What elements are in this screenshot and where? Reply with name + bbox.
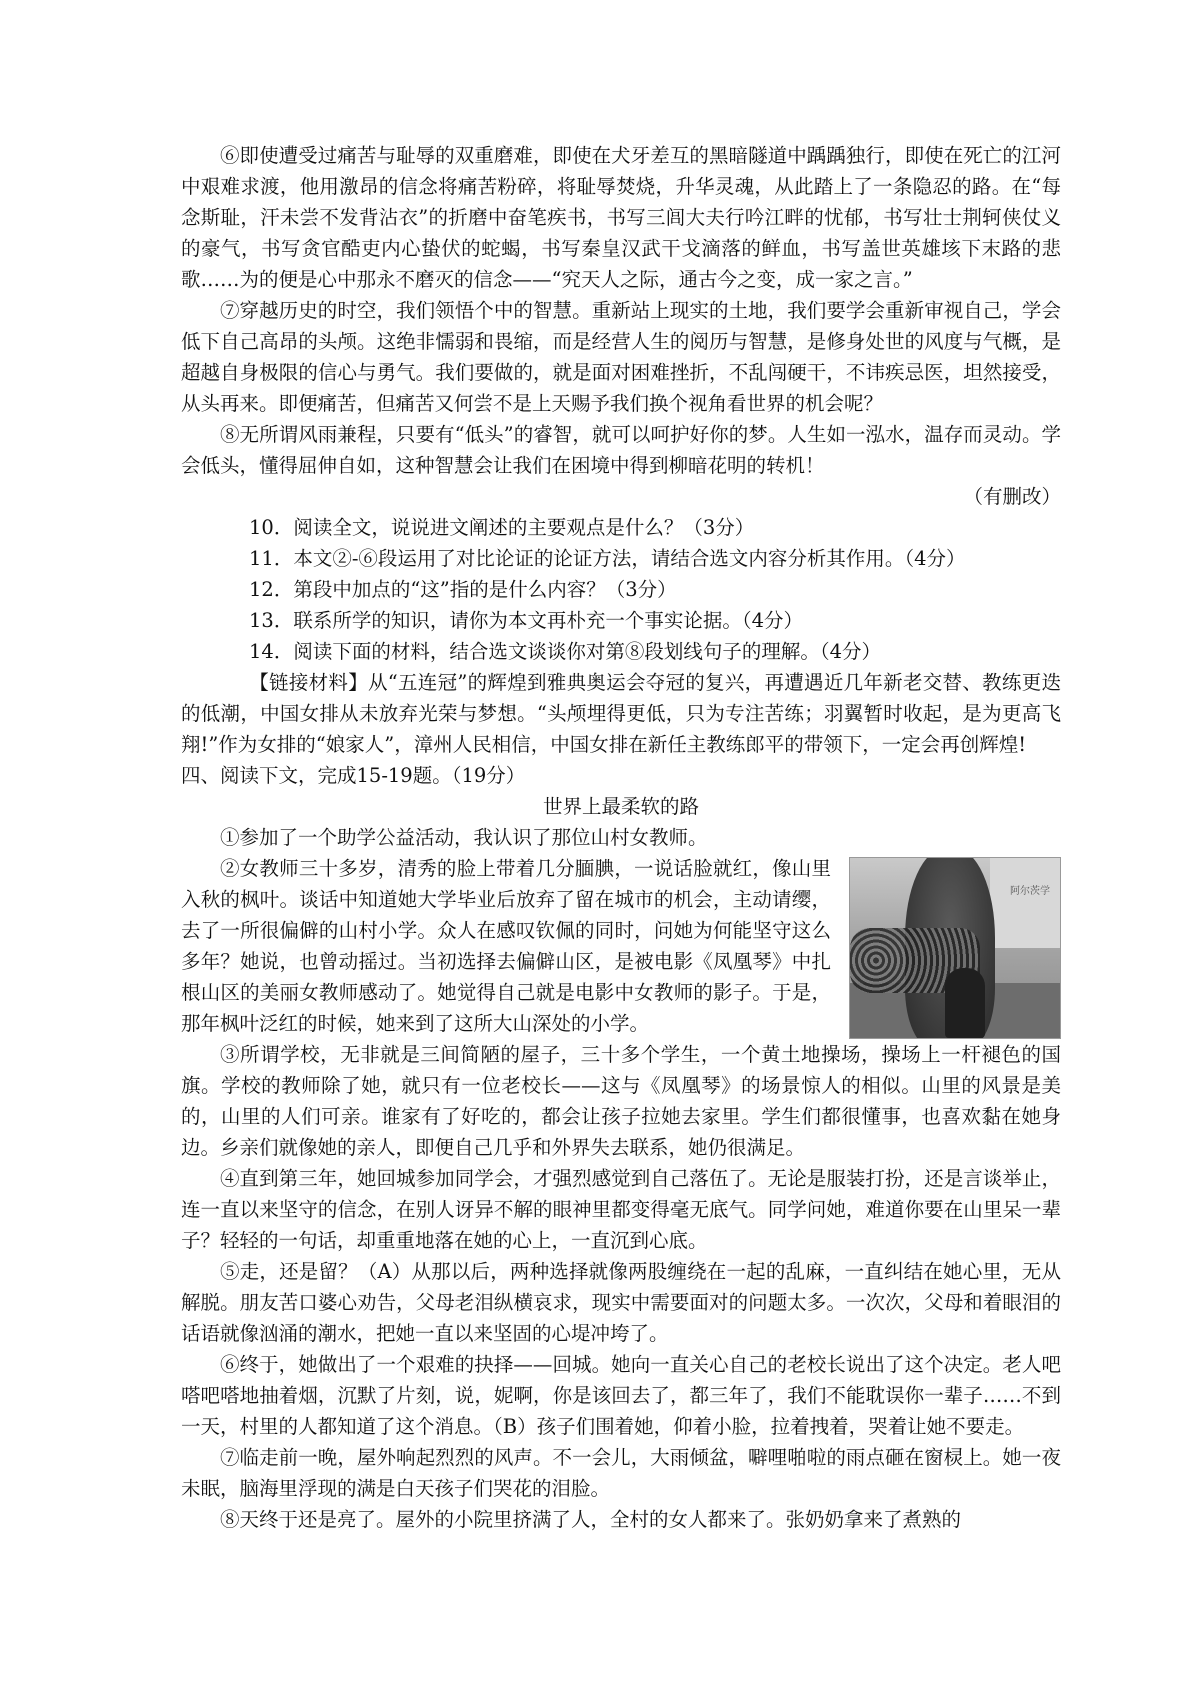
- abridged-note: （有删改）: [963, 485, 1061, 508]
- paragraph-6: ⑥即使遭受过痛苦与耻辱的双重磨难，即使在犬牙差互的黑暗隧道中踽踽独行，即使在死亡的江河中艰难求渡，他用激昂的信念将痛苦粉碎，将耻辱焚烧，升华灵魂，从此踏上了一条隐忍的路。在“每念斯耻，汗未尝不发背沾衣”的折磨中奋笔疾书，书写三闾大夫行吟江畔的忧郁，书写壮士荆轲侠仗义的豪气，书写贪官酷吏内心蛰伏的蛇蝎，书写秦皇汉武干戈滴落的鲜血，书写盖世英雄垓下末路的悲歌……为的便是心中那永不磨灭的信念——“究天人之际，通古今之变，成一家之言。”: [181, 144, 1061, 291]
- paragraph-8: ⑧无所谓风雨兼程，只要有“低头”的睿智，就可以呵护好你的梦。人生如一泓水，温存而灵动。学会低头，懂得屈伸自如，这种智慧会让我们在困境中得到柳暗花明的转机！: [181, 423, 1061, 477]
- village-school-photo: [849, 857, 1061, 1039]
- story-paragraph-6: ⑥终于，她做出了一个艰难的抉择——回城。她向一直关心自己的老校长说出了这个决定。老人吧嗒吧嗒地抽着烟，沉默了片刻，说，妮啊，你是该回去了，都三年了，我们不能耽误你一辈子……不到一天，村里的人都知道了这个消息。（B）孩子们围着她，仰着小脸，拉着拽着，哭着让她不要走。: [181, 1353, 1061, 1438]
- story-paragraph-3: ③所谓学校，无非就是三间简陋的屋子，三十多个学生，一个黄土地操场，操场上一杆褪色的国旗。学校的教师除了她，就只有一位老校长——这与《凤凰琴》的场景惊人的相似。山里的风景是美的，山里的人们可亲。谁家有了好吃的，都会让孩子拉她去家里。学生们都很懂事，也喜欢黏在她身边。乡亲们就像她的亲人，即便自己几乎和外界失去联系，她仍很满足。: [181, 1043, 1061, 1159]
- article-title: 世界上最柔软的路: [542, 795, 699, 818]
- document-page: [181, 140, 1061, 1535]
- question-14: 14．阅读下面的材料，结合选文谈谈你对第⑧段划线句子的理解。（4分）: [249, 640, 881, 663]
- story-paragraph-2: ②女教师三十多岁，清秀的脸上带着几分腼腆，一说话脸就红，像山里入秋的枫叶。谈话中知道她大学毕业后放弃了留在城市的机会，主动请缨，去了一所很偏僻的山村小学。众人在感叹钦佩的同时，问她为何能坚守这么多年？她说，也曾动摇过。当初选择去偏僻山区，是被电影《凤凰琴》中扎根山区的美丽女教师感动了。她觉得自己就是电影中女教师的影子。于是，那年枫叶泛红的时候，她来到了这所大山深处的小学。: [181, 857, 831, 1035]
- story-paragraph-7: ⑦临走前一晚，屋外响起烈烈的风声。不一会儿，大雨倾盆，噼哩啪啦的雨点砸在窗棂上。她一夜未眠，脑海里浮现的满是白天孩子们哭花的泪脸。: [181, 1446, 1061, 1500]
- section-heading: 四、阅读下文，完成15-19题。（19分）: [181, 764, 526, 787]
- story-paragraph-4: ④直到第三年，她回城参加同学会，才强烈感觉到自己落伍了。无论是服装打扮，还是言谈举止，连一直以来坚守的信念，在别人讶异不解的眼神里都变得毫无底气。同学问她，难道你要在山里呆一辈子？轻轻的一句话，却重重地落在她的心上，一直沉到心底。: [181, 1167, 1061, 1252]
- question-11: 11．本文②-⑥段运用了对比论证的论证方法，请结合选文内容分析其作用。（4分）: [249, 547, 966, 570]
- link-material: 【链接材料】从“五连冠”的辉煌到雅典奥运会夺冠的复兴，再遭遇近几年新老交替、教练更迭的低潮，中国女排从未放弃光荣与梦想。“头颅埋得更低，只为专注苦练；羽翼暂时收起，是为更高飞翔!”作为女排的“娘家人”，漳州人民相信，中国女排在新任主教练郎平的带领下，一定会再创辉煌!: [181, 671, 1061, 756]
- photo-wall-sign: 阿尔茨学: [1010, 886, 1050, 897]
- question-10: 10．阅读全文，说说进文阐述的主要观点是什么？（3分）: [249, 516, 755, 539]
- question-13: 13．联系所学的知识，请你为本文再朴充一个事实论据。（4分）: [249, 609, 803, 632]
- photo-figure: [945, 968, 985, 1038]
- story-paragraph-5: ⑤走，还是留？（A）从那以后，两种选择就像两股缠绕在一起的乱麻，一直纠结在她心里，无从解脱。朋友苦口婆心劝告，父母老泪纵横哀求，现实中需要面对的问题太多。一次次，父母和着眼泪的话语就像汹涌的潮水，把她一直以来坚固的心堤冲垮了。: [181, 1260, 1061, 1345]
- question-12: 12．第段中加点的“这”指的是什么内容？（3分）: [249, 578, 677, 601]
- story-paragraph-8: ⑧天终于还是亮了。屋外的小院里挤满了人，全村的女人都来了。张奶奶拿来了煮熟的: [220, 1508, 962, 1531]
- paragraph-7: ⑦穿越历史的时空，我们领悟个中的智慧。重新站上现实的土地，我们要学会重新审视自己，学会低下自己高昂的头颅。这绝非懦弱和畏缩，而是经营人生的阅历与智慧，是修身处世的风度与气概，是超越自身极限的信心与勇气。我们要做的，就是面对困难挫折，不乱闯硬干，不讳疾忌医，坦然接受，从头再来。即便痛苦，但痛苦又何尝不是上天赐予我们换个视角看世界的机会呢？: [181, 299, 1061, 415]
- paragraph-with-photo: [181, 853, 1061, 1039]
- story-paragraph-1: ①参加了一个助学公益活动，我认识了那位山村女教师。: [220, 826, 708, 849]
